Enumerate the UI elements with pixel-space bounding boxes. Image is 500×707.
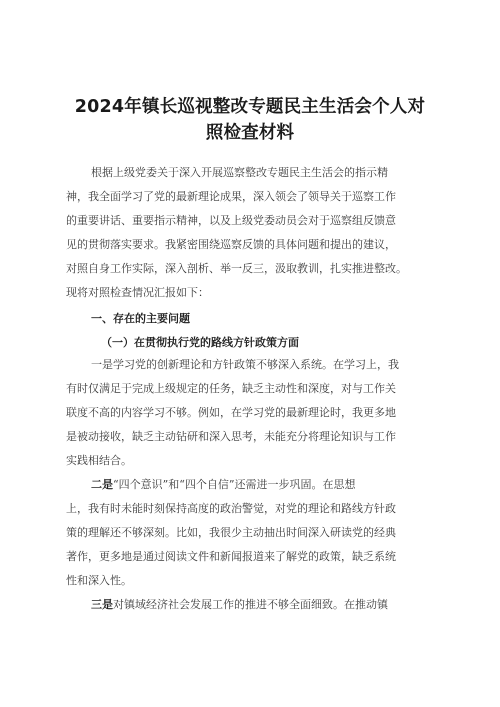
document-title-line-2: 照检查材料 [205, 123, 295, 143]
point2-lead: 二是 [91, 478, 113, 491]
intro-line-2: 神，我全面学习了党的最新理论成果，深入领会了领导关于巡察工作 [66, 190, 396, 203]
intro-line-4: 见的贯彻落实要求。我紧密围绕巡察反馈的具体问题和提出的建议， [66, 238, 396, 251]
point1-line-1: 一是学习党的创新理论和方针政策不够深入系统。在学习上，我 [91, 358, 399, 371]
section-heading: 一、存在的主要问题 [91, 312, 190, 325]
point2-line-3: 策的理解还不够深刻。比如，我很少主动抽出时间深入研读党的经典 [66, 526, 396, 539]
point1-line-5: 实践相结合。 [66, 454, 132, 467]
intro-line-3: 的重要讲话、重要指示精神，以及上级党委动员会对于巡察组反馈意 [66, 214, 396, 227]
intro-line-6: 现将对照检查情况汇报如下： [66, 286, 209, 299]
point3-line-1 [91, 598, 388, 612]
point2-line-2: 上，我有时未能时刻保持高度的政治警觉，对党的理论和路线方针政 [66, 502, 396, 515]
intro-line-1: 根据上级党委关于深入开展巡察整改专题民主生活会的指示精 [91, 166, 388, 179]
intro-line-5: 对照自身工作实际，深入剖析、举一反三，汲取教训，扎实推进整改。 [66, 262, 407, 275]
point2-line-4: 著作，更多地是通过阅读文件和新闻报道来了解党的政策，缺乏系统 [66, 550, 396, 563]
point3-first-rest: 对镇域经济社会发展工作的推进不够全面细致。在推动镇 [113, 598, 388, 611]
document-title-line-1: 2024年镇长巡视整改专题民主生活会个人对 [74, 97, 426, 117]
point1-line-4: 是被动接收，缺乏主动钻研和深入思考，未能充分将理论知识与工作 [66, 430, 396, 443]
point1-line-3: 联度不高的内容学习不够。例如，在学习党的最新理论时，我更多地 [66, 406, 396, 419]
point2-first-rest: “四个意识”和“四个自信”还需进一步巩固。在思想 [113, 478, 356, 491]
point3-lead: 三是 [91, 598, 113, 611]
point1-line-2: 有时仅满足于完成上级规定的任务，缺乏主动性和深度，对与工作关 [66, 382, 396, 395]
point2-line-5: 性和深入性。 [66, 574, 132, 587]
subsection-heading: （一）在贯彻执行党的路线方针政策方面 [101, 336, 299, 349]
point2-line-1 [91, 478, 356, 492]
